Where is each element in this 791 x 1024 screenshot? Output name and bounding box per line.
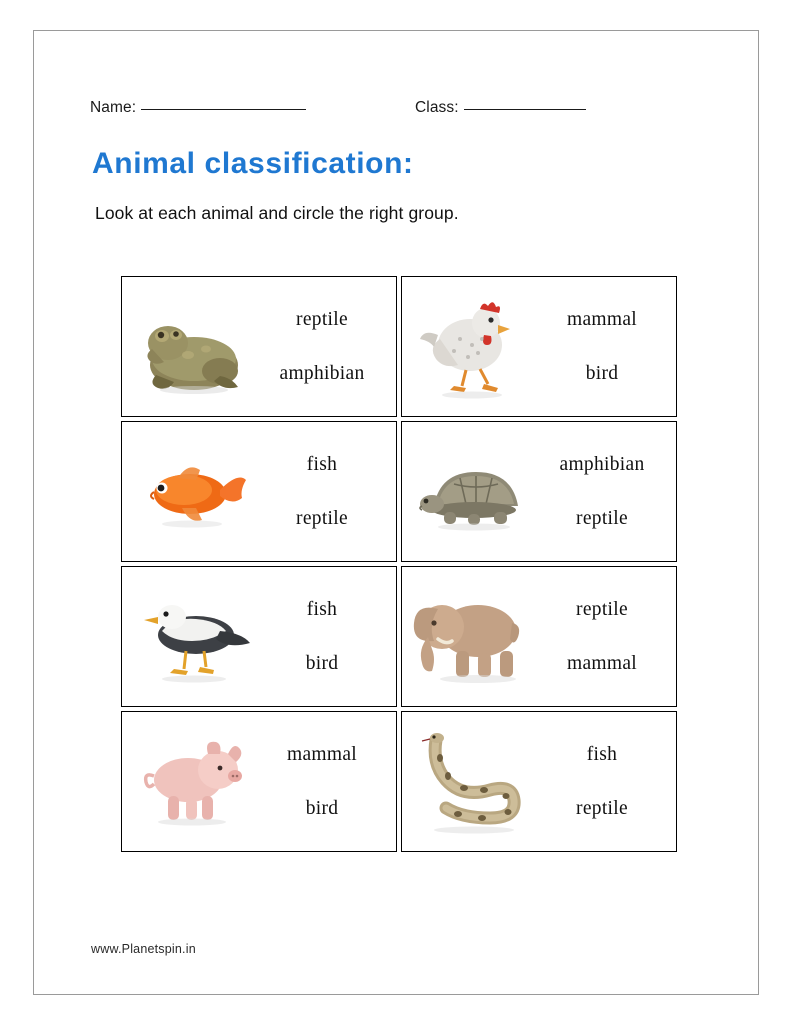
toad-image bbox=[128, 283, 258, 412]
option[interactable]: amphibian bbox=[559, 454, 645, 475]
option[interactable]: reptile bbox=[576, 797, 628, 819]
question-card bbox=[401, 711, 677, 852]
option[interactable]: reptile bbox=[296, 507, 348, 529]
option[interactable]: fish bbox=[306, 599, 338, 620]
class-field[interactable] bbox=[415, 99, 586, 117]
option[interactable]: fish bbox=[586, 744, 618, 765]
question-card bbox=[401, 421, 677, 562]
option[interactable]: amphibian bbox=[279, 362, 365, 384]
option[interactable]: fish bbox=[306, 454, 338, 475]
tortoise-image bbox=[408, 428, 538, 557]
option[interactable]: bird bbox=[305, 797, 339, 819]
seagull-image bbox=[128, 573, 258, 702]
question-grid bbox=[119, 274, 679, 854]
piglet-image bbox=[128, 718, 258, 847]
page-title: Animal classification: bbox=[92, 147, 414, 180]
goldfish-image bbox=[128, 428, 258, 557]
student-fields bbox=[90, 99, 690, 123]
options bbox=[528, 422, 676, 561]
option[interactable]: mammal bbox=[566, 309, 638, 330]
name-field[interactable] bbox=[90, 99, 306, 117]
question-card bbox=[121, 566, 397, 707]
option[interactable]: bird bbox=[585, 362, 619, 384]
worksheet-page bbox=[33, 30, 759, 995]
question-card bbox=[401, 566, 677, 707]
options bbox=[528, 712, 676, 851]
option[interactable]: bird bbox=[305, 652, 339, 674]
question-card bbox=[121, 421, 397, 562]
options bbox=[248, 422, 396, 561]
chicken-image bbox=[408, 283, 538, 412]
name-input-line[interactable] bbox=[141, 109, 306, 110]
snake-image bbox=[408, 718, 538, 847]
options bbox=[248, 712, 396, 851]
question-card bbox=[121, 711, 397, 852]
option[interactable]: reptile bbox=[296, 309, 348, 330]
options bbox=[248, 277, 396, 416]
option[interactable]: reptile bbox=[576, 507, 628, 529]
options bbox=[528, 277, 676, 416]
question-card bbox=[401, 276, 677, 417]
options bbox=[248, 567, 396, 706]
instructions: Look at each animal and circle the right group. bbox=[95, 203, 459, 223]
question-card bbox=[121, 276, 397, 417]
option[interactable]: reptile bbox=[576, 599, 628, 620]
elephant-image bbox=[408, 573, 538, 702]
footer-url[interactable]: www.Planetspin.in bbox=[91, 942, 196, 956]
options bbox=[528, 567, 676, 706]
option[interactable]: mammal bbox=[286, 744, 358, 765]
class-label: Class: bbox=[415, 99, 459, 116]
option[interactable]: mammal bbox=[566, 652, 638, 674]
name-label: Name: bbox=[90, 99, 137, 116]
class-input-line[interactable] bbox=[464, 109, 586, 110]
